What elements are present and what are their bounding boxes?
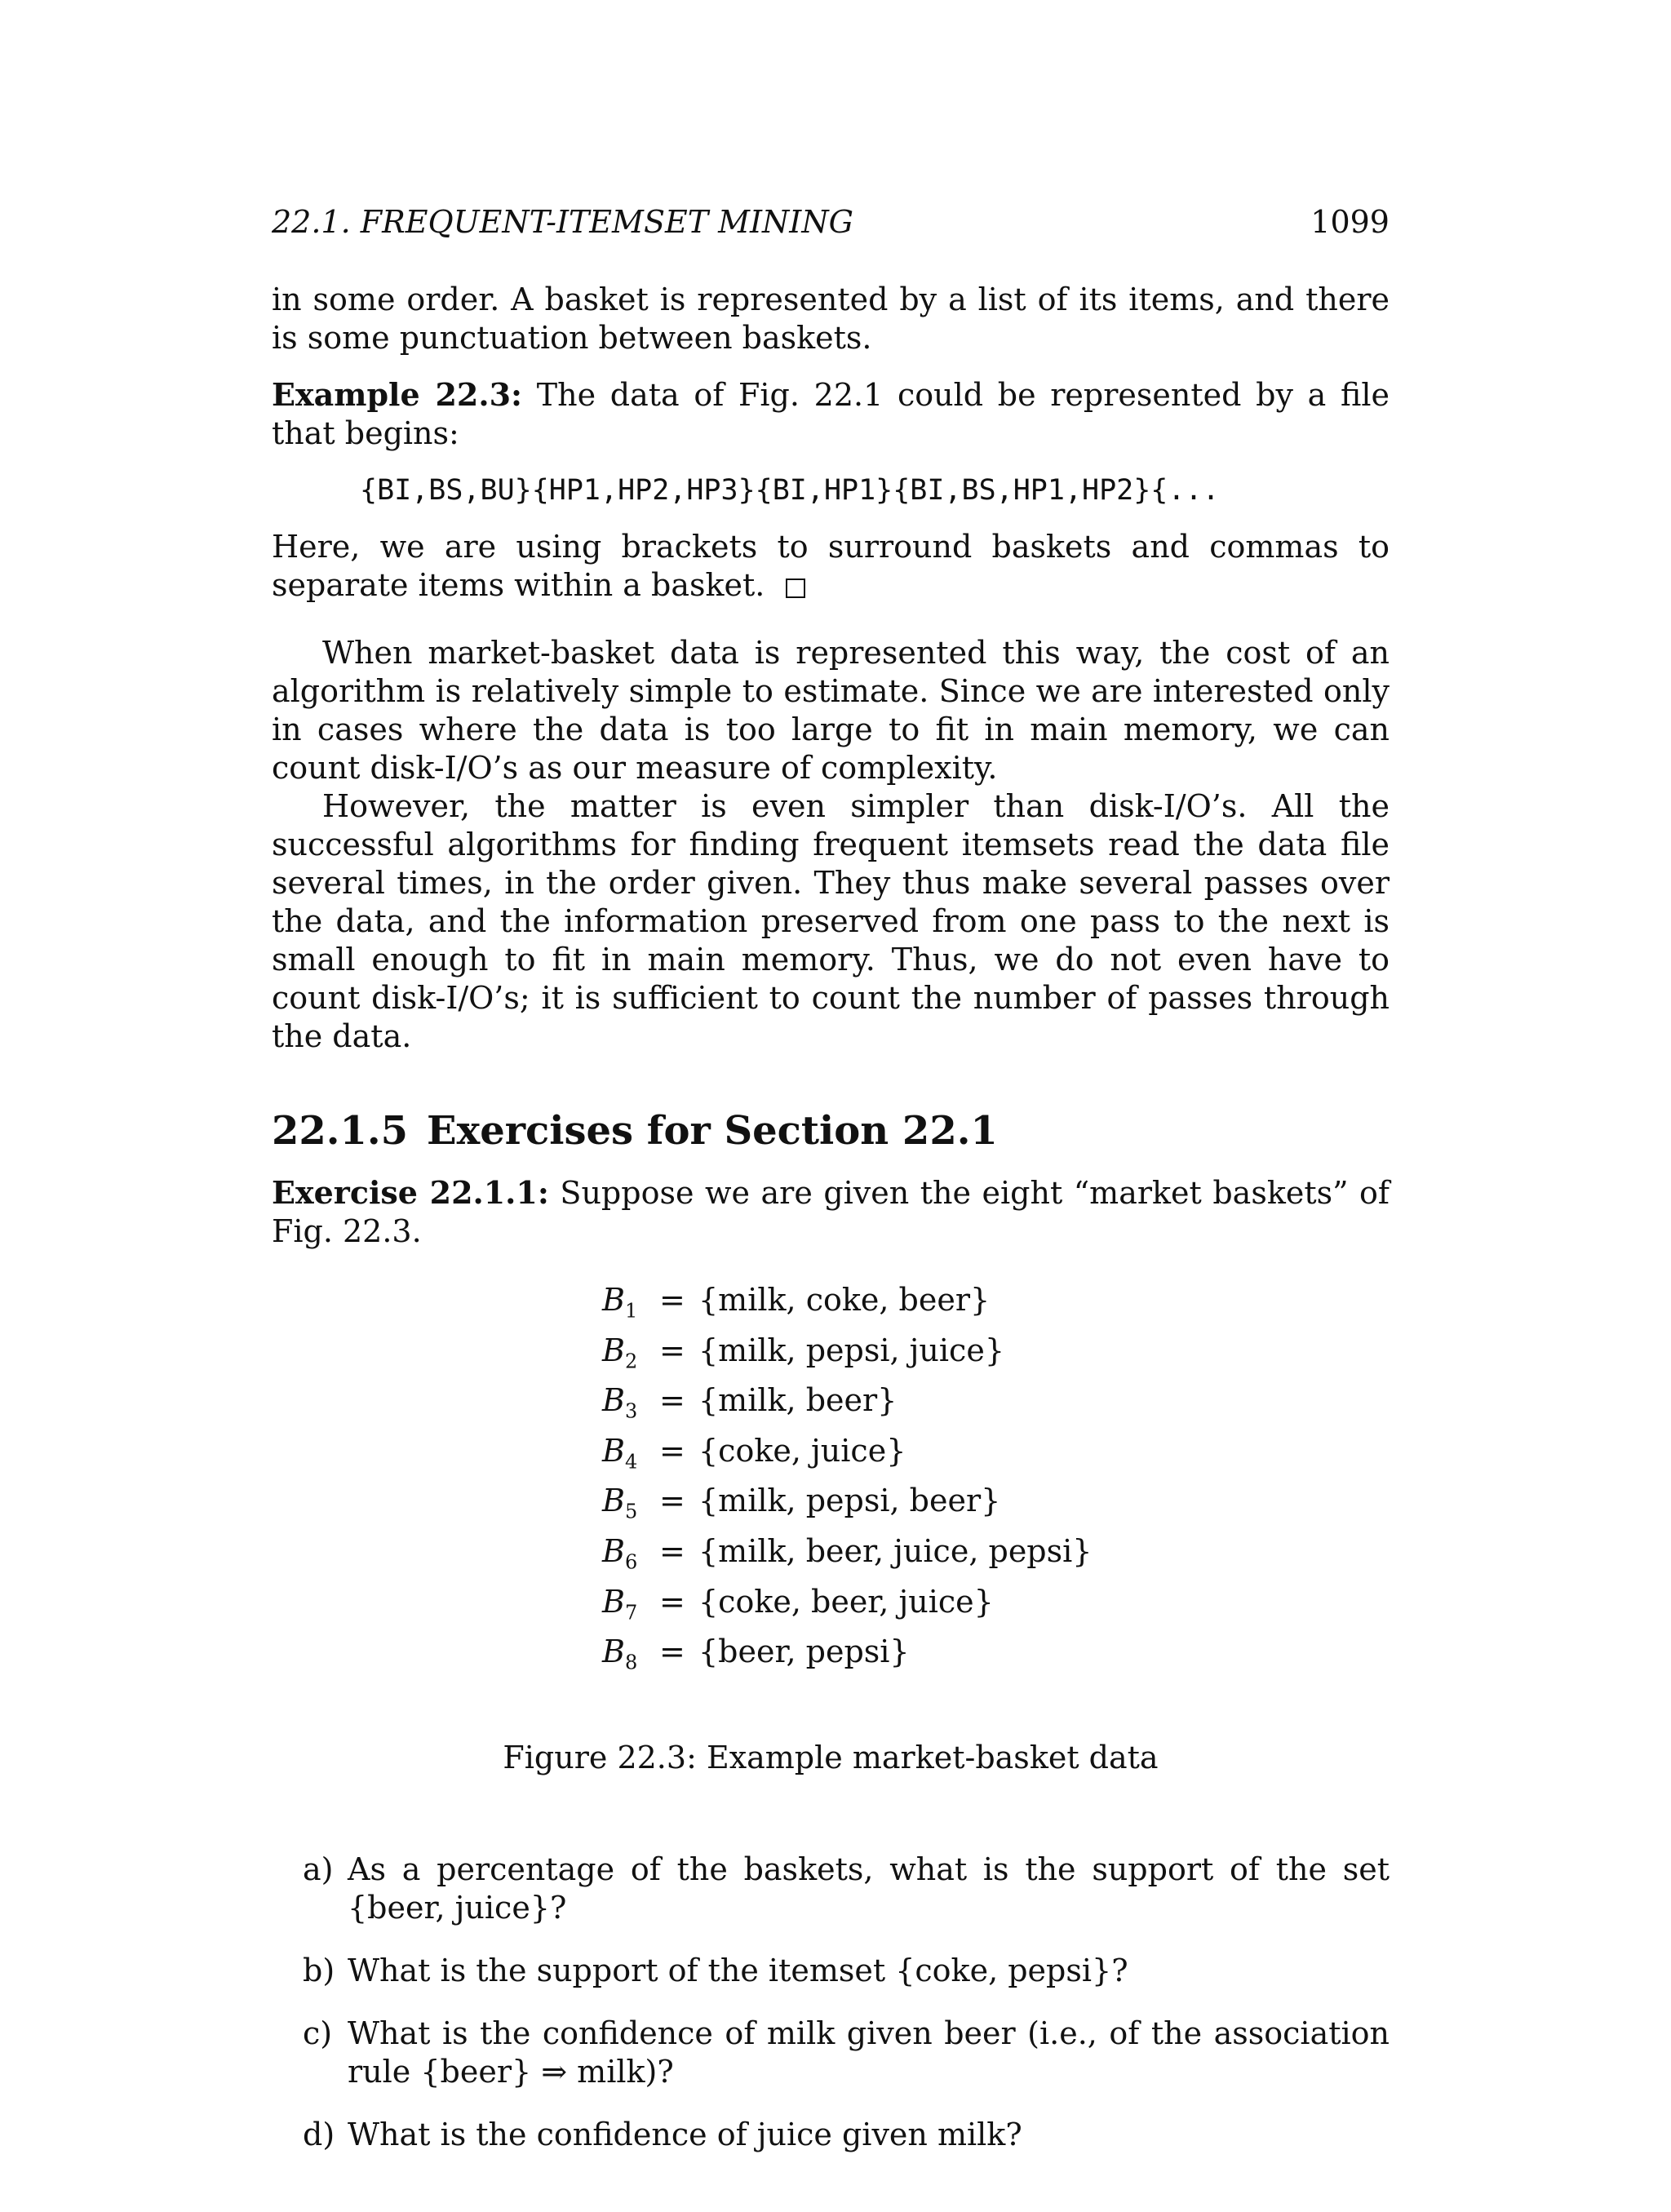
basket-items: {milk, coke, beer} [698,1282,991,1318]
example-code: {BI,BS,BU}{HP1,HP2,HP3}{BI,HP1}{BI,BS,HP1,HP2}{... [360,474,1220,507]
example-after [272,528,1390,605]
running-head [272,204,1390,240]
question-item [303,1851,1390,1927]
question-marker: c) [303,2015,333,2051]
question-marker: d) [303,2116,335,2152]
basket-label: $B_3$ [602,1382,638,1423]
basket-items: {beer, pepsi} [698,1634,910,1670]
basket-row [602,1582,1390,1633]
section-heading [272,1108,1390,1154]
question-text: What is the support of the itemset {coke, pepsi}? [348,1952,1128,1988]
question-text: What is the confidence of milk given beer (i.e., of the association rule {beer} ⇒ milk)? [348,2015,1390,2090]
basket-row [602,1331,1390,1381]
basket-label: $B_2$ [602,1332,638,1373]
equals-sign: = [659,1432,685,1469]
figure-caption: Figure 22.3: Example market-basket data [503,1739,1159,1775]
exercise-paragraph [272,1173,1390,1251]
basket-row [602,1280,1390,1331]
basket-label: $B_8$ [602,1634,638,1674]
example-text: The data of Fig. 22.1 could be represented by a file that begins: [272,377,1390,451]
exercise-label: Exercise 22.1.1: [272,1174,549,1211]
end-of-example-icon [786,578,805,598]
basket-label: $B_6$ [602,1532,638,1574]
body-paragraph: When market-basket data is represented this way, the cost of an algorithm is relatively simple to estimate. Since we are interested only in cases where the data is too large to fit in main memory, we can count disk-I/O’s as our measure of complexity. [272,635,1390,786]
basket-items: {milk, beer, juice, pepsi} [698,1532,1093,1569]
running-head-title: 22.1. FREQUENT-ITEMSET MINING [272,204,853,240]
basket-row [602,1431,1390,1482]
question-marker: a) [303,1851,334,1887]
intro-paragraph: in some order. A basket is represented by a list of its items, and there is some punctuation between baskets. [272,281,1390,356]
equals-sign: = [659,1583,685,1620]
basket-items: {milk, pepsi, juice} [698,1332,1005,1368]
basket-label: $B_7$ [602,1583,638,1625]
basket-label: $B_1$ [602,1282,638,1323]
basket-label: $B_4$ [602,1432,638,1474]
equals-sign: = [659,1634,685,1670]
section-title: Exercises for Section 22.1 [427,1108,998,1154]
equals-sign: = [659,1282,685,1318]
question-item [303,2015,1390,2091]
example-label: Example 22.3: [272,376,523,413]
basket-items: {coke, juice} [698,1432,906,1469]
basket-list [602,1280,1390,1682]
basket-row [602,1381,1390,1431]
section-number: 22.1.5 [272,1108,409,1154]
basket-items: {milk, beer} [698,1382,898,1419]
basket-items: {milk, pepsi, beer} [698,1483,1001,1519]
equals-sign: = [659,1332,685,1368]
exercise-text: Suppose we are given the eight “market baskets” of Fig. 22.3. [272,1175,1390,1249]
question-item [303,1952,1390,1990]
example-paragraph [272,375,1390,453]
equals-sign: = [659,1532,685,1569]
question-marker: b) [303,1952,335,1988]
question-list [272,1851,1390,2154]
basket-row [602,1632,1390,1682]
question-text: What is the confidence of juice given milk? [348,2116,1022,2152]
page-number: 1099 [1310,204,1390,240]
basket-items: {coke, beer, juice} [698,1583,994,1620]
equals-sign: = [659,1483,685,1519]
basket-row [602,1481,1390,1532]
body-paragraph: However, the matter is even simpler than disk-I/O’s. All the successful algorithms for finding frequent itemsets read the data file several times, in the order given. They thus make several passes over the data, and the information preserved from one pass to the next is small enough to fit in main memory. Thus, we do not even have to count disk-I/O’s; it is sufficient to count the number of passes through the data. [272,788,1390,1054]
question-item [303,2116,1390,2154]
page [272,204,1390,2179]
question-text: As a percentage of the baskets, what is the support of the set {beer, juice}? [348,1851,1390,1926]
example-after-text: Here, we are using brackets to surround baskets and commas to separate items within a basket. [272,529,1390,603]
basket-row [602,1532,1390,1582]
equals-sign: = [659,1382,685,1419]
basket-label: $B_5$ [602,1483,638,1523]
